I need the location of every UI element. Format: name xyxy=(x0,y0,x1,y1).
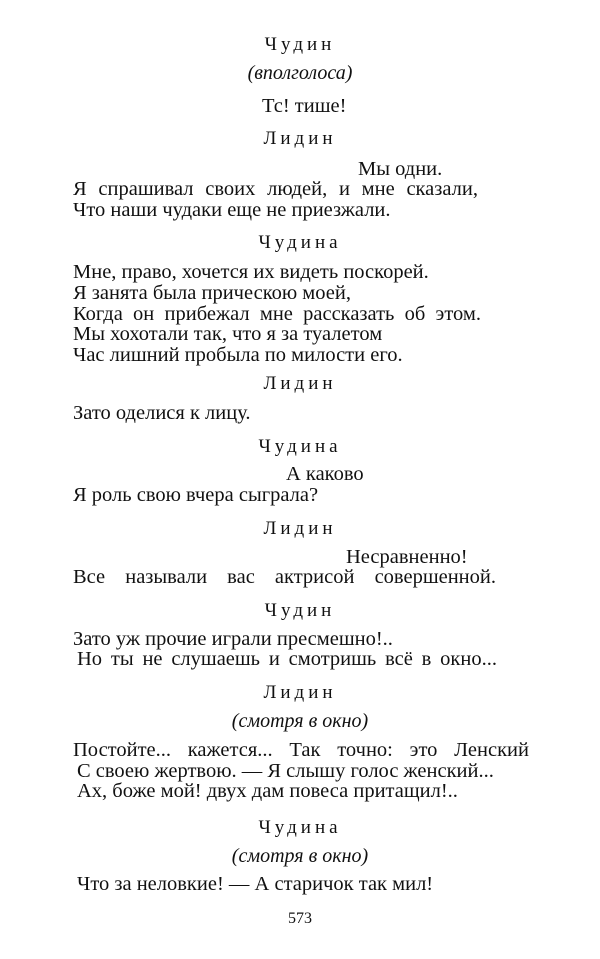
speaker-chudina: Чудина xyxy=(258,817,342,838)
verse-line: Все называли вас актрисой совершенной. xyxy=(73,566,496,588)
verse-line: Когда он прибежал мне рассказать об этом. xyxy=(73,303,481,325)
verse-line: Мне, право, хочется их видеть поскорей. xyxy=(73,261,429,283)
speaker-chudin: Чудин xyxy=(264,34,336,55)
speaker-chudin: Чудин xyxy=(264,600,336,621)
speaker-lidin: Лидин xyxy=(263,373,337,394)
verse-line: Несравненно! xyxy=(346,546,468,568)
verse-line: А каково xyxy=(286,463,364,485)
verse-line: Мы хохотали так, что я за туалетом xyxy=(73,323,383,345)
verse-line: Я занята была прическою моей, xyxy=(73,282,351,304)
verse-line: Тс! тише! xyxy=(262,95,347,117)
verse-line: Постойте... кажется... Так точно: это Ленский xyxy=(73,739,529,761)
verse-line: Ах, боже мой! двух дам повеса притащил!.. xyxy=(77,780,458,802)
verse-line: Но ты не слушаешь и смотришь всё в окно... xyxy=(77,648,497,670)
verse-line: Что наши чудаки еще не приезжали. xyxy=(73,199,391,221)
verse-line: С своею жертвою. — Я слышу голос женский... xyxy=(77,760,494,782)
verse-line: Час лишний пробыла по милости его. xyxy=(73,344,403,366)
verse-line: Зато уж прочие играли пресмешно!.. xyxy=(73,628,393,650)
verse-line: Мы одни. xyxy=(358,158,443,180)
verse-line: Я роль свою вчера сыграла? xyxy=(73,484,319,506)
speaker-lidin: Лидин xyxy=(263,128,337,149)
speaker-chudina: Чудина xyxy=(258,232,342,253)
speaker-lidin: Лидин xyxy=(263,518,337,539)
verse-line: Зато оделися к лицу. xyxy=(73,402,251,424)
speaker-lidin: Лидин xyxy=(263,682,337,703)
verse-line: Что за неловкие! — А старичок так мил! xyxy=(77,873,434,895)
stage-direction: (вполголоса) xyxy=(247,62,353,84)
stage-direction: (смотря в окно) xyxy=(231,845,369,867)
speaker-chudina: Чудина xyxy=(258,436,342,457)
stage-direction: (смотря в окно) xyxy=(231,710,369,732)
verse-line: Я спрашивал своих людей, и мне сказали, xyxy=(73,178,478,200)
page-number: 573 xyxy=(288,910,312,927)
